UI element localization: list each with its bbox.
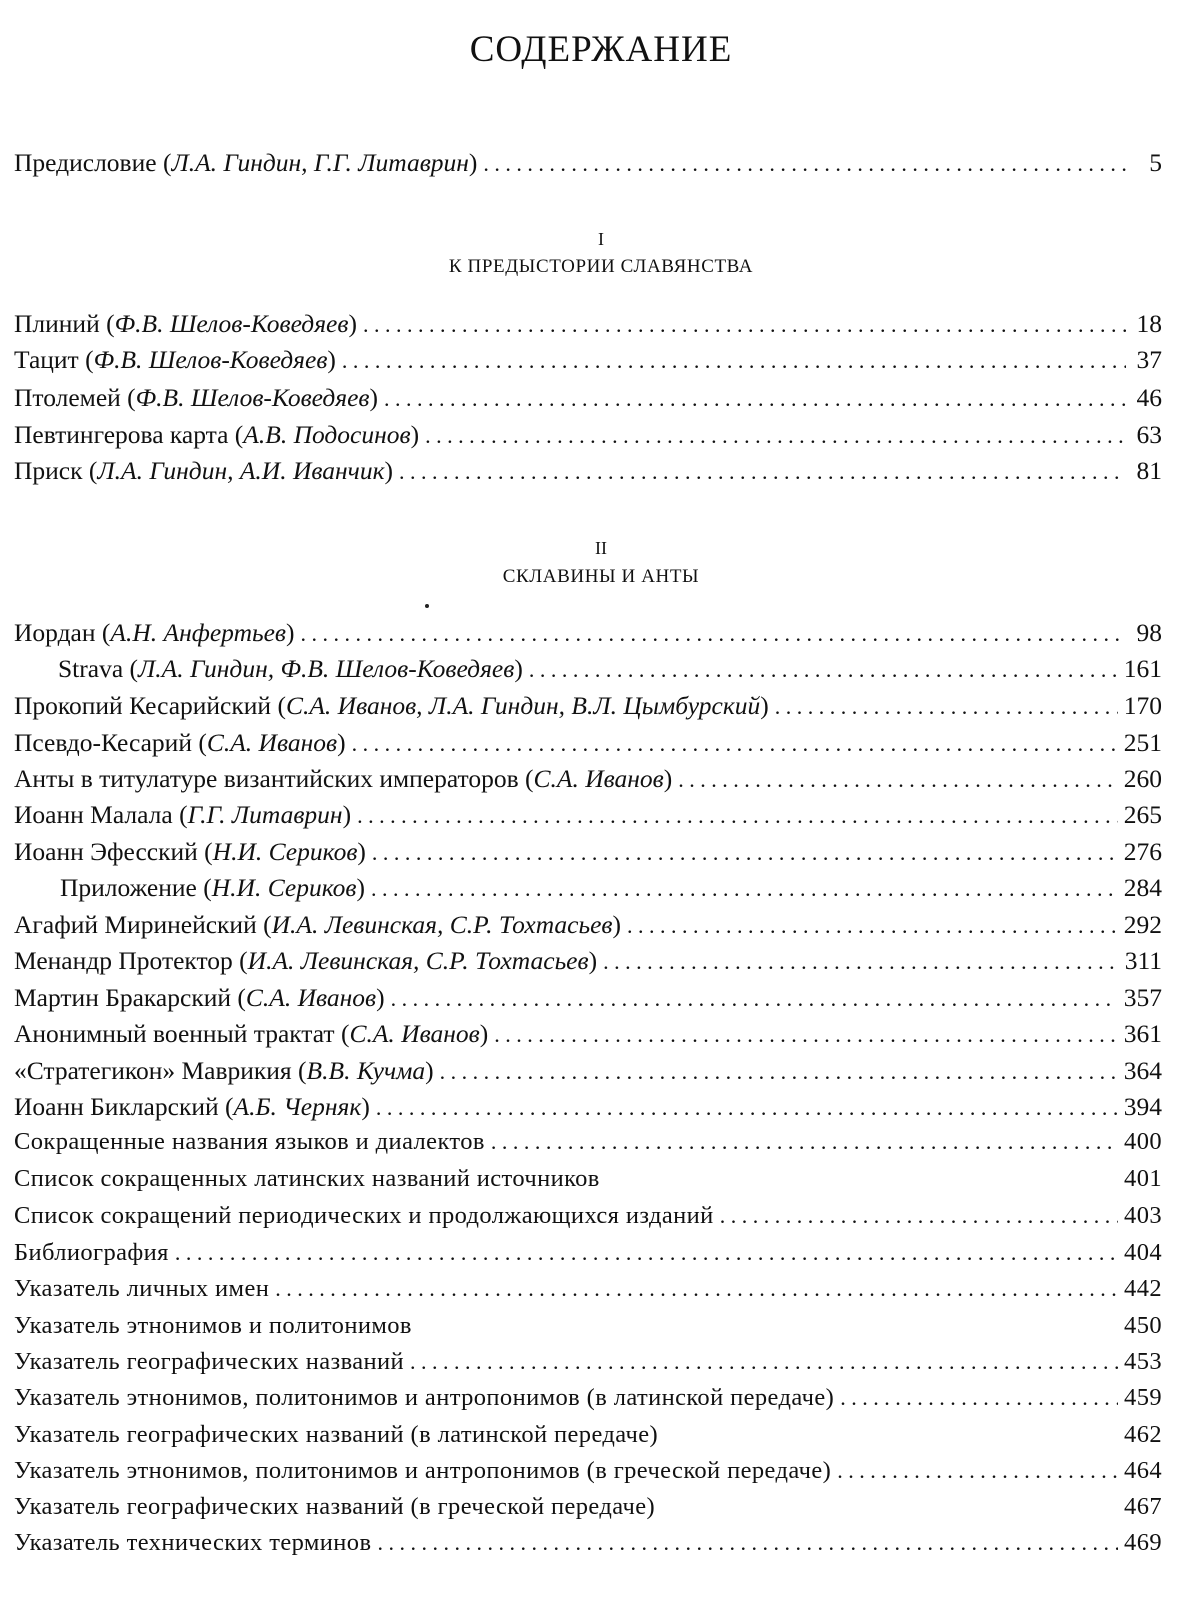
dot-leader — [384, 383, 1126, 414]
toc-entry-page: 292 — [1123, 910, 1162, 939]
dot-leader — [425, 420, 1126, 451]
section-title: К ПРЕДЫСТОРИИ СЛАВЯНСТВА — [448, 256, 754, 277]
toc-entry[interactable] — [14, 837, 1162, 868]
toc-entry-page: 81 — [1136, 456, 1162, 485]
dot-leader — [529, 654, 1118, 685]
toc-entry[interactable] — [14, 456, 1162, 487]
toc-entry[interactable] — [14, 1092, 1162, 1123]
dot-leader — [301, 618, 1127, 649]
dot-leader — [363, 309, 1126, 340]
toc-entry-page: 404 — [1124, 1239, 1162, 1266]
dot-leader — [494, 1019, 1118, 1050]
toc-entry-title: Плиний (Ф.В. Шелов-Коведяев) — [14, 309, 357, 338]
toc-entry-title: Певтингерова карта (А.В. Подосинов) — [14, 420, 420, 449]
dot-leader — [775, 691, 1118, 722]
toc-entry-page: 467 — [1124, 1493, 1162, 1520]
toc-entry-appendix[interactable] — [14, 1164, 1162, 1194]
toc-entry-sub[interactable] — [58, 654, 1162, 685]
toc-entry-appendix[interactable] — [14, 1201, 1162, 1231]
toc-entry-title: Анонимный военный трактат (С.А. Иванов) — [14, 1019, 489, 1048]
dot-leader — [342, 345, 1126, 376]
dot-leader — [491, 1127, 1118, 1157]
toc-entry-appendix[interactable] — [14, 1127, 1162, 1157]
toc-entry[interactable] — [14, 383, 1162, 414]
toc-entry-appendix[interactable] — [14, 1238, 1162, 1268]
toc-entry-title: Список сокращенных латинских названий источников — [14, 1165, 600, 1192]
toc-entry-title: Иоанн Эфесский (Н.И. Сериков) — [14, 837, 366, 866]
toc-entry-page: 450 — [1124, 1312, 1162, 1339]
toc-entry-appendix[interactable] — [14, 1456, 1162, 1486]
toc-entry-page: 260 — [1123, 764, 1162, 793]
toc-entry-title: Анты в титулатуре византийских императоров (С.А. Иванов) — [14, 764, 673, 793]
toc-entry-appendix[interactable] — [14, 1420, 1162, 1450]
toc-entry-title: Менандр Протектор (И.А. Левинская, С.Р. Тохтасьев) — [14, 946, 598, 975]
dot-leader — [483, 148, 1126, 179]
toc-entry-title: Указатель географических названий — [14, 1348, 405, 1375]
toc-entry-page: 37 — [1136, 345, 1162, 374]
toc-entry-page: 401 — [1124, 1165, 1162, 1192]
dot-leader — [377, 1528, 1118, 1558]
toc-entry-appendix[interactable] — [14, 1274, 1162, 1304]
toc-entry-title: Птолемей (Ф.В. Шелов-Коведяев) — [14, 383, 378, 412]
toc-entry-appendix[interactable] — [14, 1311, 1162, 1341]
toc-entry[interactable] — [14, 309, 1162, 340]
dot-leader — [352, 728, 1118, 759]
toc-entry-title: Приложение (Н.И. Сериков) — [60, 873, 365, 902]
toc-entry-page: 161 — [1123, 654, 1162, 683]
dot-leader — [371, 873, 1118, 904]
toc-entry[interactable] — [14, 764, 1162, 795]
toc-entry[interactable] — [14, 800, 1162, 831]
toc-entry-title: Прокопий Кесарийский (С.А. Иванов, Л.А. Гиндин, В.Л. Цымбурский) — [14, 691, 769, 720]
toc-entry-page: 462 — [1124, 1421, 1162, 1448]
toc-entry-appendix[interactable] — [14, 1492, 1162, 1522]
toc-entry[interactable] — [14, 691, 1162, 722]
toc-entry-page: 400 — [1124, 1128, 1162, 1155]
dot-leader — [399, 456, 1126, 487]
toc-entry-appendix[interactable] — [14, 1383, 1162, 1413]
toc-entry-page: 98 — [1136, 618, 1162, 647]
section-number: II — [595, 538, 607, 558]
toc-entry-page: 361 — [1123, 1019, 1162, 1048]
toc-entry-title: Указатель географических названий (в греческой передаче) — [14, 1493, 656, 1520]
toc-entry-title: Иоанн Бикларский (А.Б. Черняк) — [14, 1092, 370, 1121]
dot-leader — [840, 1383, 1118, 1413]
toc-entry-page: 394 — [1123, 1092, 1162, 1121]
toc-entry-sub[interactable] — [60, 873, 1162, 904]
toc-entry-title: Список сокращений периодических и продолжающихся изданий — [14, 1202, 714, 1229]
toc-entry[interactable] — [14, 910, 1162, 941]
toc-entry-page: 357 — [1123, 983, 1162, 1012]
toc-entry-page: 251 — [1123, 728, 1162, 757]
toc-entry-page: 464 — [1124, 1457, 1162, 1484]
dot-leader — [275, 1274, 1118, 1304]
toc-entry-page: 276 — [1123, 837, 1162, 866]
toc-entry-title: Указатель географических названий (в латинской передаче) — [14, 1421, 659, 1448]
toc-entry-page: 459 — [1124, 1384, 1162, 1411]
toc-entry-title: Указатель этнонимов и политонимов — [14, 1312, 412, 1339]
toc-entry-title: «Стратегикон» Маврикия (В.В. Кучма) — [14, 1056, 434, 1085]
toc-entry-page: 284 — [1123, 873, 1162, 902]
toc-entry-page: 63 — [1136, 420, 1162, 449]
dot-leader — [410, 1347, 1118, 1377]
toc-entry-page: 5 — [1149, 148, 1162, 177]
dot-leader — [376, 1092, 1118, 1123]
dot-leader — [357, 800, 1118, 831]
toc-entry-page: 170 — [1123, 691, 1162, 720]
toc-entry[interactable] — [14, 983, 1162, 1014]
toc-entry-title: Сокращенные названия языков и диалектов — [14, 1128, 485, 1155]
dot-leader — [837, 1456, 1118, 1486]
toc-entry-title: Библиография — [14, 1239, 169, 1266]
toc-entry-page: 364 — [1123, 1056, 1162, 1085]
dot-leader — [603, 946, 1119, 977]
toc-entry-page: 469 — [1124, 1529, 1162, 1556]
toc-entry-title: Указатель технических терминов — [14, 1529, 372, 1556]
toc-entry-page: 311 — [1124, 946, 1162, 975]
toc-entry-page: 453 — [1124, 1348, 1162, 1375]
toc-entry-page: 46 — [1136, 383, 1162, 412]
toc-entry[interactable] — [14, 420, 1162, 451]
toc-entry[interactable] — [14, 618, 1162, 649]
toc-entry-page: 265 — [1123, 800, 1162, 829]
toc-entry[interactable] — [14, 345, 1162, 376]
toc-entry-title: Агафий Миринейский (И.А. Левинская, С.Р. Тохтасьев) — [14, 910, 621, 939]
toc-entry-title: Указатель личных имен — [14, 1275, 270, 1302]
dot-leader — [627, 910, 1118, 941]
toc-entry[interactable] — [14, 1019, 1162, 1050]
page-title: СОДЕРЖАНИЕ — [469, 29, 733, 70]
toc-entry-title: Тацит (Ф.В. Шелов-Коведяев) — [14, 345, 336, 374]
toc-entry-page: 442 — [1124, 1275, 1162, 1302]
dot-leader — [720, 1201, 1118, 1231]
toc-entry[interactable] — [14, 946, 1162, 977]
toc-entry-title: Псевдо-Кесарий (С.А. Иванов) — [14, 728, 346, 757]
section-title: СКЛАВИНЫ И АНТЫ — [502, 566, 700, 587]
toc-entry-page: 18 — [1136, 309, 1162, 338]
print-speck — [425, 604, 429, 608]
section-number: I — [598, 229, 604, 249]
toc-entry[interactable] — [14, 728, 1162, 759]
toc-entry-title: Иоанн Малала (Г.Г. Литаврин) — [14, 800, 352, 829]
dot-leader — [372, 837, 1118, 868]
toc-entry-title: Иордан (А.Н. Анфертьев) — [14, 618, 295, 647]
toc-entry-page: 403 — [1124, 1202, 1162, 1229]
toc-entry-preface[interactable] — [14, 148, 1162, 179]
toc-entry-title: Указатель этнонимов, политонимов и антропонимов (в греческой передаче) — [14, 1457, 832, 1484]
toc-entry-title: Предисловие (Л.А. Гиндин, Г.Г. Литаврин) — [14, 148, 478, 177]
toc-entry-title: Приск (Л.А. Гиндин, А.И. Иванчик) — [14, 456, 394, 485]
toc-entry[interactable] — [14, 1056, 1162, 1087]
dot-leader — [391, 983, 1118, 1014]
toc-entry-title: Strava (Л.А. Гиндин, Ф.В. Шелов-Коведяев) — [58, 654, 523, 683]
dot-leader — [175, 1238, 1118, 1268]
toc-entry-title: Указатель этнонимов, политонимов и антропонимов (в латинской передаче) — [14, 1384, 835, 1411]
toc-entry-title: Мартин Бракарский (С.А. Иванов) — [14, 983, 385, 1012]
toc-entry-appendix[interactable] — [14, 1528, 1162, 1558]
toc-entry-appendix[interactable] — [14, 1347, 1162, 1377]
dot-leader — [440, 1056, 1118, 1087]
dot-leader — [678, 764, 1117, 795]
